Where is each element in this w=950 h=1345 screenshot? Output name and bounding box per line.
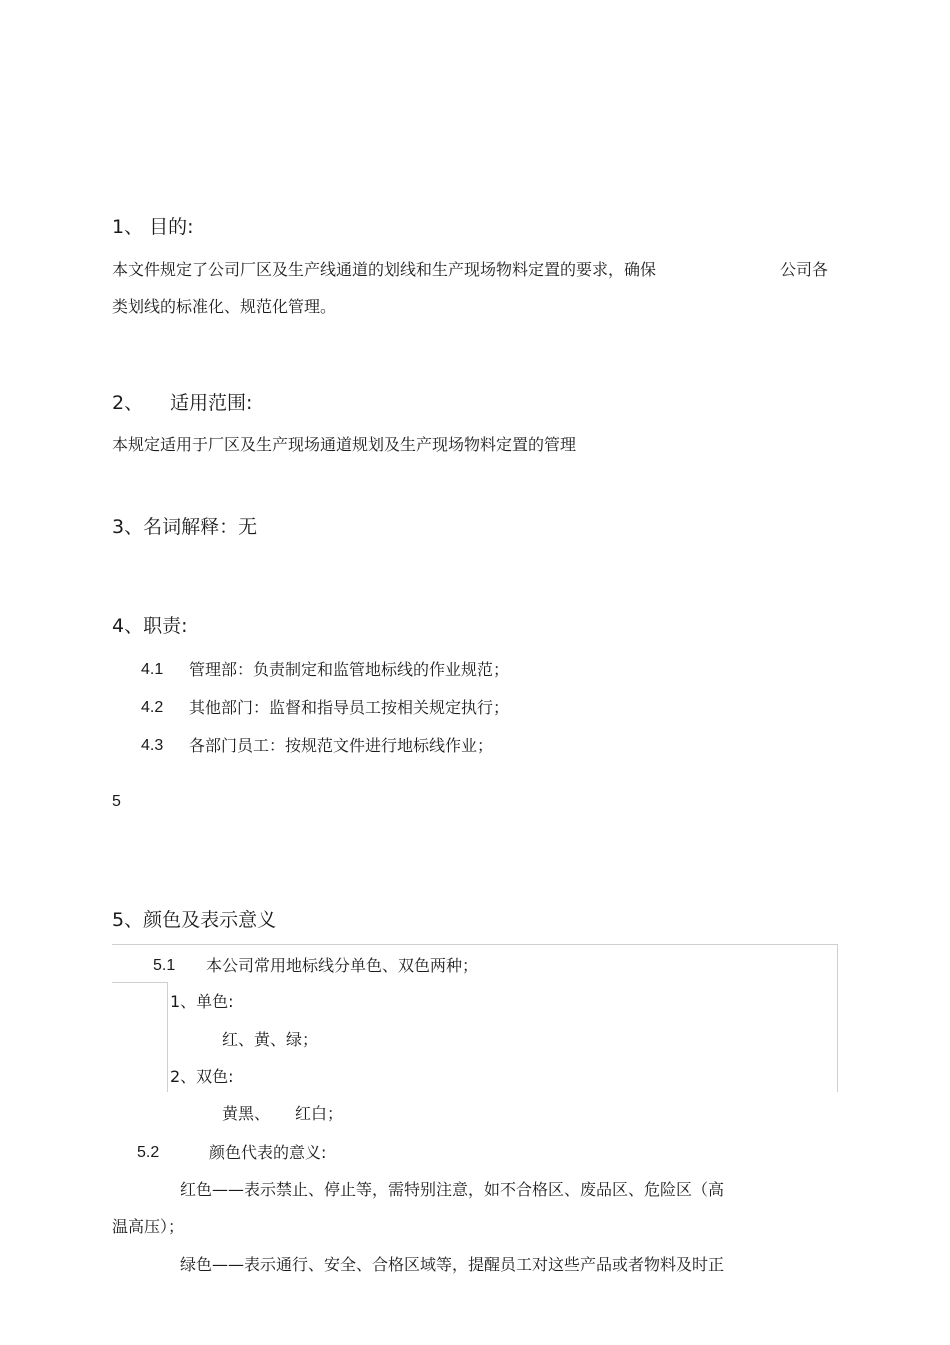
double-color-value-b: 红白； — [295, 1104, 344, 1123]
table-right-border — [837, 944, 838, 1092]
scope-heading-number: 2、 — [112, 392, 144, 414]
table-top-border — [112, 944, 838, 945]
scope-body: 本规定适用于厂区及生产现场通道规划及生产现场物料定置的管理 — [112, 435, 577, 454]
table-inner-left-border — [167, 982, 168, 1092]
purpose-heading: 1、 目的: — [112, 216, 194, 238]
colors-heading: 5、颜色及表示意义 — [112, 909, 277, 931]
terms-heading: 3、名词解释：无 — [112, 516, 258, 538]
single-color-values: 红、黄、绿； — [222, 1030, 319, 1049]
single-color-label: 1、单色: — [170, 992, 234, 1011]
stray-section-number: 5 — [112, 793, 121, 810]
duty-text: 其他部门：监督和指导员工按相关规定执行； — [189, 698, 510, 717]
double-color-value-a: 黄黑、 — [222, 1104, 271, 1123]
table-inner-top-border — [112, 982, 168, 983]
scope-heading: 适用范围: — [170, 392, 253, 414]
item-5-1-text: 本公司常用地标线分单色、双色两种； — [206, 956, 479, 975]
duty-number: 4.2 — [141, 699, 164, 716]
item-5-1-number: 5.1 — [153, 957, 176, 974]
item-5-2-text: 颜色代表的意义: — [209, 1143, 327, 1162]
item-5-2-number: 5.2 — [137, 1144, 160, 1161]
purpose-body-line1a: 本文件规定了公司厂区及生产线通道的划线和生产现场物料定置的要求，确保 — [112, 260, 657, 279]
double-color-label: 2、双色: — [170, 1067, 234, 1086]
purpose-body-line2: 类划线的标准化、规范化管理。 — [112, 297, 337, 316]
duty-number: 4.1 — [141, 661, 164, 678]
red-meaning-line2: 温高压）； — [112, 1217, 185, 1236]
duty-text: 管理部：负责制定和监管地标线的作业规范； — [189, 660, 510, 679]
purpose-body-line1b: 公司各 — [780, 260, 829, 279]
red-meaning-line1: 红色——表示禁止、停止等，需特别注意，如不合格区、废品区、危险区（高 — [180, 1180, 725, 1199]
duties-heading: 4、职责: — [112, 615, 188, 637]
duty-number: 4.3 — [141, 737, 164, 754]
green-meaning-line1: 绿色——表示通行、安全、合格区域等，提醒员工对这些产品或者物料及时正 — [180, 1255, 725, 1274]
duty-text: 各部门员工：按规范文件进行地标线作业； — [189, 736, 494, 755]
